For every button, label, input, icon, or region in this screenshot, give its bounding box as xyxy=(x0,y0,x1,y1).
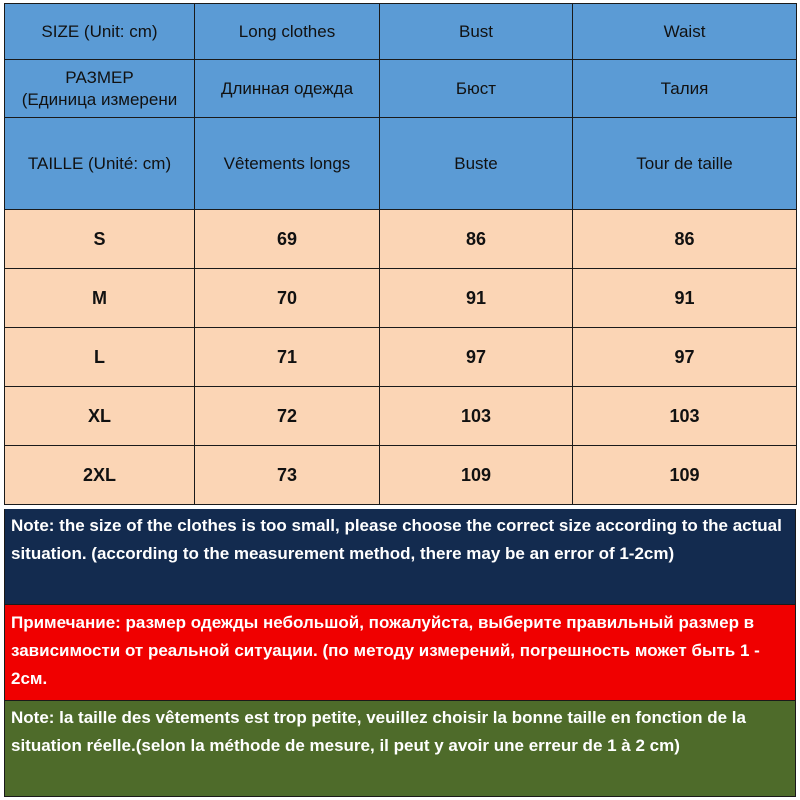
header-size-fr: TAILLE (Unité: cm) xyxy=(5,118,195,210)
header-waist-fr: Tour de taille xyxy=(573,118,797,210)
waist-cell: 86 xyxy=(573,210,797,269)
long-clothes-cell: 70 xyxy=(195,269,380,328)
header-size-ru xyxy=(5,60,195,118)
size-row-l xyxy=(5,328,797,387)
header-row-en xyxy=(5,4,797,60)
size-cell: L xyxy=(5,328,195,387)
waist-cell: 97 xyxy=(573,328,797,387)
header-long-clothes-fr: Vêtements longs xyxy=(195,118,380,210)
size-row-m xyxy=(5,269,797,328)
size-cell: 2XL xyxy=(5,446,195,505)
bust-cell: 103 xyxy=(380,387,573,446)
header-size-ru-line1: РАЗМЕР xyxy=(65,67,134,87)
header-long-clothes-ru: Длинная одежда xyxy=(195,60,380,118)
size-row-2xl xyxy=(5,446,797,505)
waist-cell: 109 xyxy=(573,446,797,505)
long-clothes-cell: 72 xyxy=(195,387,380,446)
size-cell: M xyxy=(5,269,195,328)
long-clothes-cell: 71 xyxy=(195,328,380,387)
size-chart-table xyxy=(4,3,797,505)
waist-cell: 103 xyxy=(573,387,797,446)
long-clothes-cell: 73 xyxy=(195,446,380,505)
size-cell: XL xyxy=(5,387,195,446)
note-russian: Примечание: размер одежды небольшой, пожалуйста, выберите правильный размер в зависимости от реальной ситуации. (по методу измерений, погрешность может быть 1 - 2см. xyxy=(4,605,796,701)
header-waist-ru: Талия xyxy=(573,60,797,118)
note-french: Note: la taille des vêtements est trop petite, veuillez choisir la bonne taille en fonction de la situation réelle.(selon la méthode de mesure, il peut y avoir une erreur de 1 à 2 cm) xyxy=(4,701,796,797)
size-row-xl xyxy=(5,387,797,446)
note-english: Note: the size of the clothes is too small, please choose the correct size according to the actual situation. (according to the measurement method, there may be an error of 1-2cm) xyxy=(4,509,796,605)
bust-cell: 97 xyxy=(380,328,573,387)
header-long-clothes-en: Long clothes xyxy=(195,4,380,60)
waist-cell: 91 xyxy=(573,269,797,328)
bust-cell: 86 xyxy=(380,210,573,269)
bust-cell: 91 xyxy=(380,269,573,328)
header-size-en: SIZE (Unit: cm) xyxy=(5,4,195,60)
long-clothes-cell: 69 xyxy=(195,210,380,269)
header-size-ru-line2: (Единица измерени xyxy=(21,89,178,109)
header-bust-en: Bust xyxy=(380,4,573,60)
header-row-fr xyxy=(5,118,797,210)
header-bust-ru: Бюст xyxy=(380,60,573,118)
header-waist-en: Waist xyxy=(573,4,797,60)
size-row-s xyxy=(5,210,797,269)
bust-cell: 109 xyxy=(380,446,573,505)
size-cell: S xyxy=(5,210,195,269)
header-row-ru xyxy=(5,60,797,118)
header-bust-fr: Buste xyxy=(380,118,573,210)
